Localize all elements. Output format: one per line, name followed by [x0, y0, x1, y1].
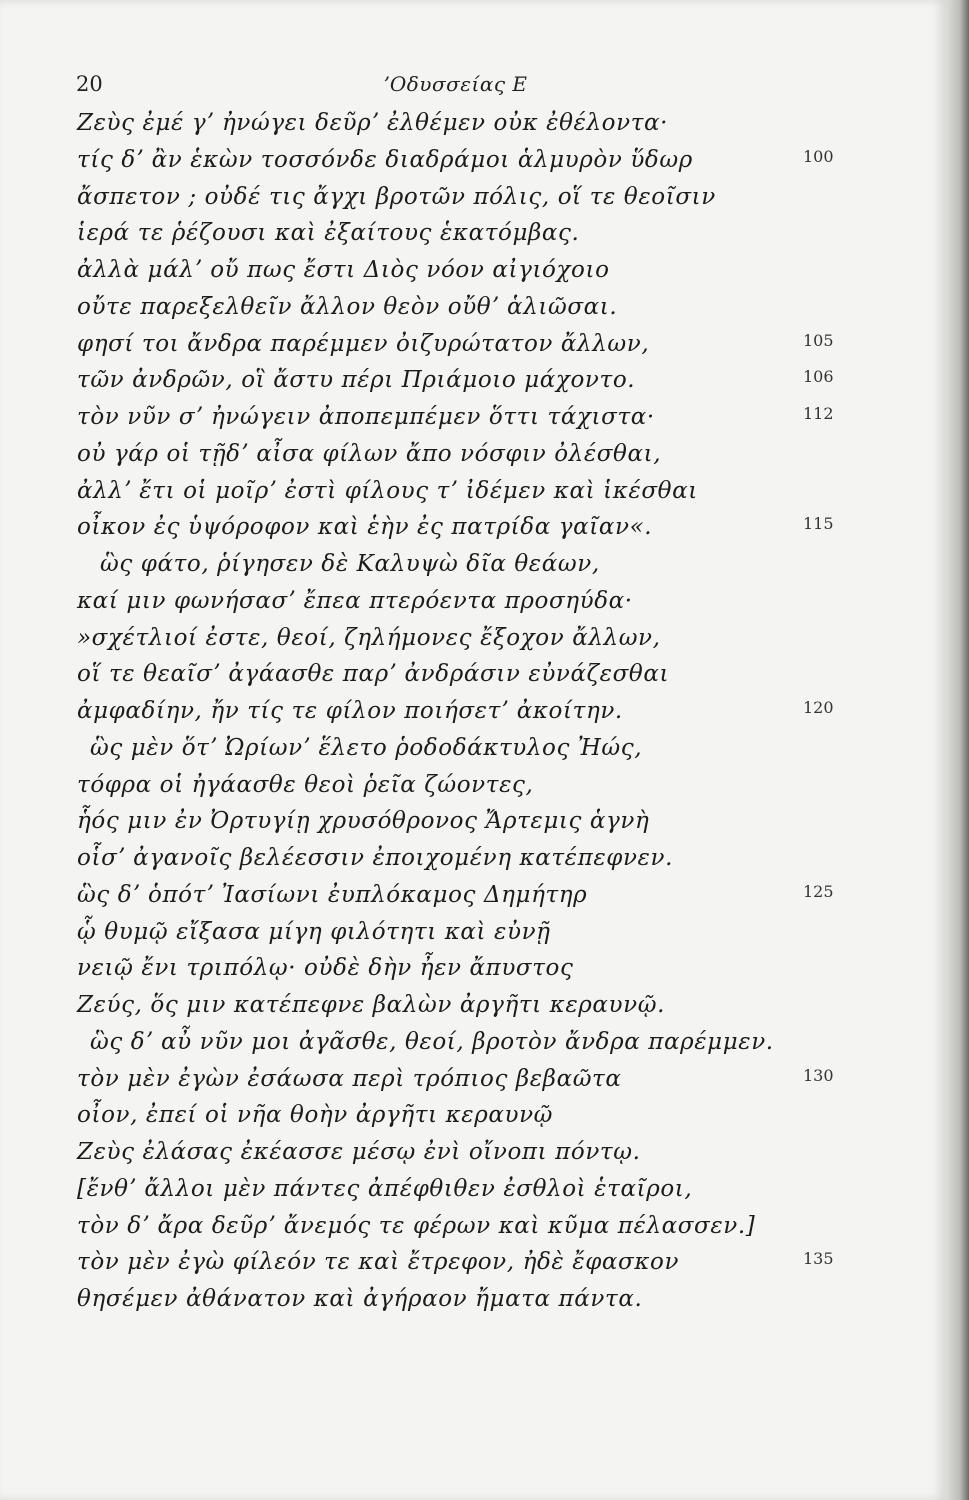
- verse-text: τίς δʼ ἂν ἑκὼν τοσσόνδε διαδράμοι ἁλμυρὸν ὕδωρ: [77, 147, 693, 173]
- verse-text: ἱερά τε ῥέζουσι καὶ ἐξαίτους ἑκατόμβας.: [77, 220, 580, 246]
- page-header: [0, 72, 946, 104]
- verse-line: [0, 514, 946, 550]
- verse-text: τῶν ἀνδρῶν, οἳ ἄστυ πέρι Πριάμοιο μάχοντο.: [77, 367, 636, 393]
- verse-line: [0, 992, 946, 1028]
- page-number: 20: [76, 72, 103, 96]
- verse-text: οἷσʼ ἀγανοῖς βελέεσσιν ἐποιχομένη κατέπεφνεν.: [77, 845, 673, 871]
- verse-text: οἶκον ἐς ὑψόροφον καὶ ἑὴν ἐς πατρίδα γαῖαν«.: [77, 514, 653, 540]
- line-number: 100: [803, 147, 834, 166]
- verse-text: νειῷ ἔνι τριπόλῳ· οὐδὲ δὴν ἦεν ἄπυστος: [77, 955, 574, 981]
- verse-text: ἀλλὰ μάλʼ οὔ πως ἔστι Διὸς νόον αἰγιόχοιο: [77, 257, 610, 283]
- verse-line: [0, 331, 946, 367]
- line-number: 105: [803, 331, 834, 350]
- running-title: ʼΟδυσσείας Ε: [383, 72, 528, 96]
- verse-text: [ἔνθʼ ἄλλοι μὲν πάντες ἀπέφθιθεν ἐσθλοὶ ἑταῖροι,: [77, 1176, 693, 1202]
- verse-text: ὣς δʼ ὁπότʼ Ἰασίωνι ἐυπλόκαμος Δημήτηρ: [77, 882, 588, 908]
- verse-line: [0, 1066, 946, 1102]
- line-number: 120: [803, 698, 834, 717]
- verse-text: θησέμεν ἀθάνατον καὶ ἀγήραον ἤματα πάντα.: [77, 1286, 643, 1312]
- verse-text: τὸν δʼ ἄρα δεῦρʼ ἄνεμός τε φέρων καὶ κῦμα πέλασσεν.]: [77, 1213, 756, 1239]
- verse-line: [0, 367, 946, 403]
- page-edge: [946, 0, 969, 1500]
- verse-text: ὣς φάτο, ῥίγησεν δὲ Καλυψὼ δῖα θεάων,: [100, 551, 600, 577]
- verse-text: οἶον, ἐπεί οἱ νῆα θοὴν ἀργῆτι κεραυνῷ: [77, 1102, 554, 1128]
- verse-line: [0, 808, 946, 844]
- verse-text: τὸν μὲν ἐγὼ φίλεόν τε καὶ ἔτρεφον, ἠδὲ ἔφασκον: [77, 1249, 680, 1275]
- verse-line: [0, 625, 946, 661]
- verse-line: [0, 147, 946, 183]
- verse-text: ὣς δʼ αὖ νῦν μοι ἀγᾶσθε, θεοί, βροτὸν ἄνδρα παρέμμεν.: [90, 1029, 774, 1055]
- verse-text: ἧός μιν ἐν Ὀρτυγίῃ χρυσόθρονος Ἄρτεμις ἁγνὴ: [77, 808, 650, 834]
- verse-line: [0, 441, 946, 477]
- verse-line: [0, 184, 946, 220]
- verse-text: οὐ γάρ οἱ τῇδʼ αἶσα φίλων ἄπο νόσφιν ὀλέσθαι,: [77, 441, 662, 467]
- line-number: 135: [803, 1249, 834, 1268]
- verse-text: »σχέτλιοί ἐστε, θεοί, ζηλήμονες ἔξοχον ἄλλων,: [77, 625, 661, 651]
- line-number: 130: [803, 1066, 834, 1085]
- verse-line: [0, 1139, 946, 1175]
- verse-line: [0, 661, 946, 697]
- verse-text: τόφρα οἱ ἠγάασθε θεοὶ ῥεῖα ζώοντες,: [77, 772, 534, 798]
- verse-text: Ζεὺς ἐλάσας ἐκέασσε μέσῳ ἐνὶ οἴνοπι πόντῳ.: [77, 1139, 641, 1165]
- verse-text: Ζεύς, ὅς μιν κατέπεφνε βαλὼν ἀργῆτι κεραυνῷ.: [77, 992, 665, 1018]
- line-number: 125: [803, 882, 834, 901]
- verse-text: οὔτε παρεξελθεῖν ἄλλον θεὸν οὔθʼ ἁλιῶσαι.: [77, 294, 618, 320]
- verse-text: ᾧ θυμῷ εἴξασα μίγη φιλότητι καὶ εὐνῇ: [77, 919, 551, 945]
- verse-text: φησί τοι ἄνδρα παρέμμεν ὀιζυρώτατον ἄλλων,: [77, 331, 650, 357]
- verse-line: [0, 919, 946, 955]
- verse-line: [0, 1102, 946, 1138]
- verse-line: [0, 955, 946, 991]
- verse-line: [0, 1029, 946, 1065]
- verse-line: [0, 110, 946, 146]
- verse-line: [0, 1286, 946, 1322]
- verse-line: [0, 735, 946, 771]
- verse-text: ἀλλʼ ἔτι οἱ μοῖρʼ ἐστὶ φίλους τʼ ἰδέμεν καὶ ἱκέσθαι: [77, 478, 698, 504]
- verse-text: ἄσπετον ; οὐδέ τις ἄγχι βροτῶν πόλις, οἵ τε θεοῖσιν: [77, 184, 716, 210]
- line-number: 115: [803, 514, 834, 533]
- verse-text: οἵ τε θεαῖσʼ ἀγάασθε παρʼ ἀνδράσιν εὐνάζεσθαι: [77, 661, 670, 687]
- verse-line: [0, 1249, 946, 1285]
- verse-line: [0, 772, 946, 808]
- verse-line: [0, 257, 946, 293]
- verse-line: [0, 845, 946, 881]
- verse-line: [0, 698, 946, 734]
- verse-text: Ζεὺς ἐμέ γʼ ἠνώγει δεῦρʼ ἐλθέμεν οὐκ ἐθέλοντα·: [77, 110, 669, 136]
- line-number: 112: [803, 404, 834, 423]
- verse-line: [0, 882, 946, 918]
- verse-line: [0, 478, 946, 514]
- line-number: 106: [803, 367, 834, 386]
- verse-text: ὣς μὲν ὅτʼ Ὠρίωνʼ ἕλετο ῥοδοδάκτυλος Ἠώς,: [90, 735, 643, 761]
- verse-text: καί μιν φωνήσασʼ ἔπεα πτερόεντα προσηύδα·: [77, 588, 633, 614]
- verse-line: [0, 404, 946, 440]
- verse-line: [0, 588, 946, 624]
- verse-line: [0, 1176, 946, 1212]
- verse-line: [0, 294, 946, 330]
- verse-text: τὸν μὲν ἐγὼν ἐσάωσα περὶ τρόπιος βεβαῶτα: [77, 1066, 622, 1092]
- verse-line: [0, 1213, 946, 1249]
- verse-text: ἀμφαδίην, ἤν τίς τε φίλον ποιήσετʼ ἀκοίτην.: [77, 698, 623, 724]
- verse-line: [0, 220, 946, 256]
- verse-line: [0, 551, 946, 587]
- verse-text: τὸν νῦν σʼ ἠνώγειν ἀποπεμπέμεν ὅττι τάχιστα·: [77, 404, 655, 430]
